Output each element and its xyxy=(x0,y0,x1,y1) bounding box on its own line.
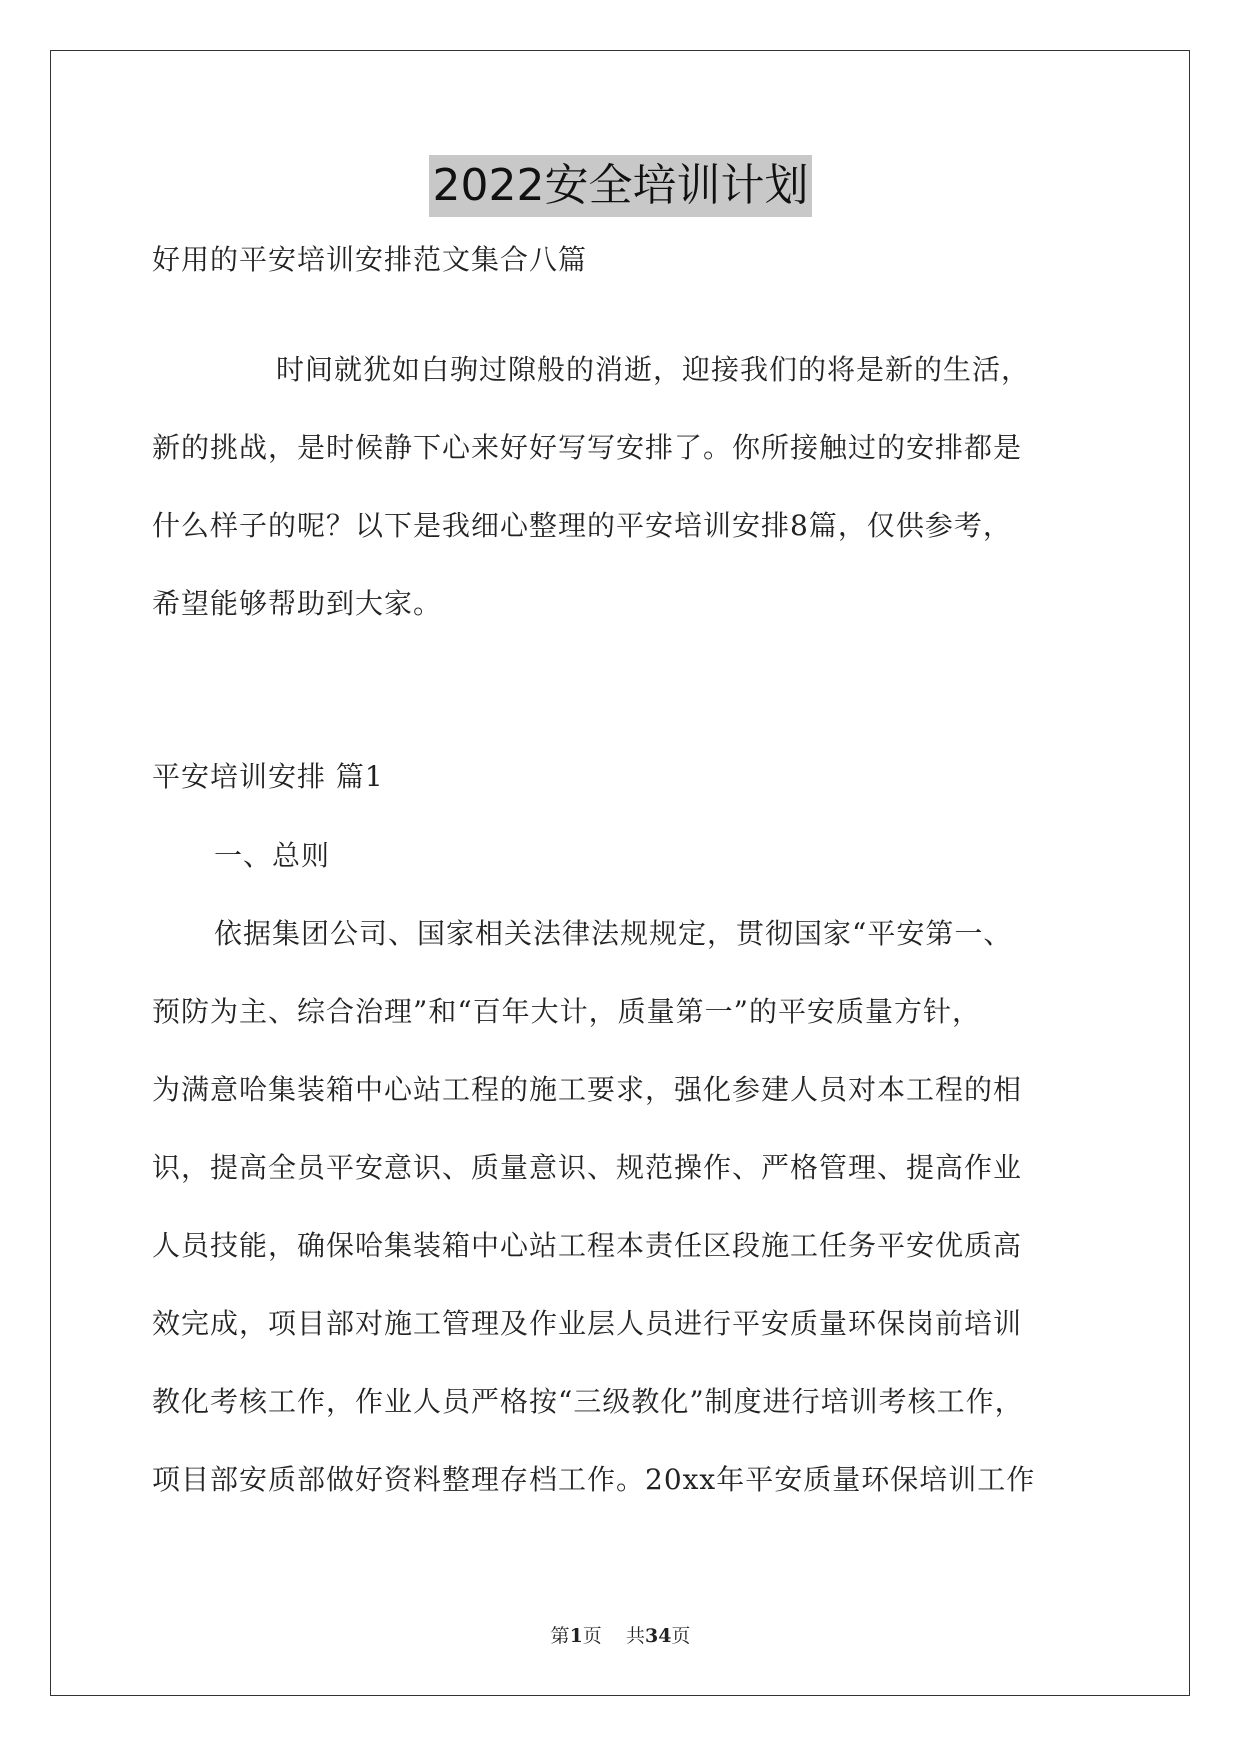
footer-page-number: 1 xyxy=(569,1625,583,1647)
subsection-heading: 一、总则 xyxy=(214,839,331,872)
footer-suffix: 页 xyxy=(671,1625,691,1647)
paragraph-line: 什么样子的呢？以下是我细心整理的平安培训安排8篇，仅供参考， xyxy=(152,509,1012,542)
paragraph-line: 项目部安质部做好资料整理存档工作。20xx年平安质量环保培训工作 xyxy=(152,1463,1036,1496)
page-footer xyxy=(0,1624,1241,1648)
paragraph-line: 依据集团公司、国家相关法律法规规定，贯彻国家“平安第一、 xyxy=(214,917,1013,950)
paragraph-line: 新的挑战，是时候静下心来好好写写安排了。你所接触过的安排都是 xyxy=(152,431,1023,464)
footer-total-pages: 34 xyxy=(644,1625,672,1647)
section-heading: 平安培训安排 篇1 xyxy=(152,760,384,793)
paragraph-line: 预防为主、综合治理”和“百年大计，质量第一”的平安质量方针， xyxy=(152,995,981,1028)
footer-middle: 页 共 xyxy=(582,1625,645,1647)
title-container xyxy=(0,155,1241,217)
paragraph-line: 教化考核工作，作业人员严格按“三级教化”制度进行培训考核工作， xyxy=(152,1385,1024,1418)
footer-prefix: 第 xyxy=(550,1625,570,1647)
paragraph-line: 效完成，项目部对施工管理及作业层人员进行平安质量环保岗前培训 xyxy=(152,1307,1023,1340)
subtitle-line: 好用的平安培训安排范文集合八篇 xyxy=(152,243,588,276)
paragraph-line: 为满意哈集装箱中心站工程的施工要求，强化参建人员对本工程的相 xyxy=(152,1073,1023,1106)
paragraph-line: 希望能够帮助到大家。 xyxy=(152,587,443,620)
paragraph-line: 人员技能，确保哈集装箱中心站工程本责任区段施工任务平安优质高 xyxy=(152,1229,1023,1262)
document-title: 2022安全培训计划 xyxy=(429,155,813,217)
paragraph-line: 时间就犹如白驹过隙般的消逝，迎接我们的将是新的生活， xyxy=(276,353,1031,386)
paragraph-line: 识，提高全员平安意识、质量意识、规范操作、严格管理、提高作业 xyxy=(152,1151,1023,1184)
